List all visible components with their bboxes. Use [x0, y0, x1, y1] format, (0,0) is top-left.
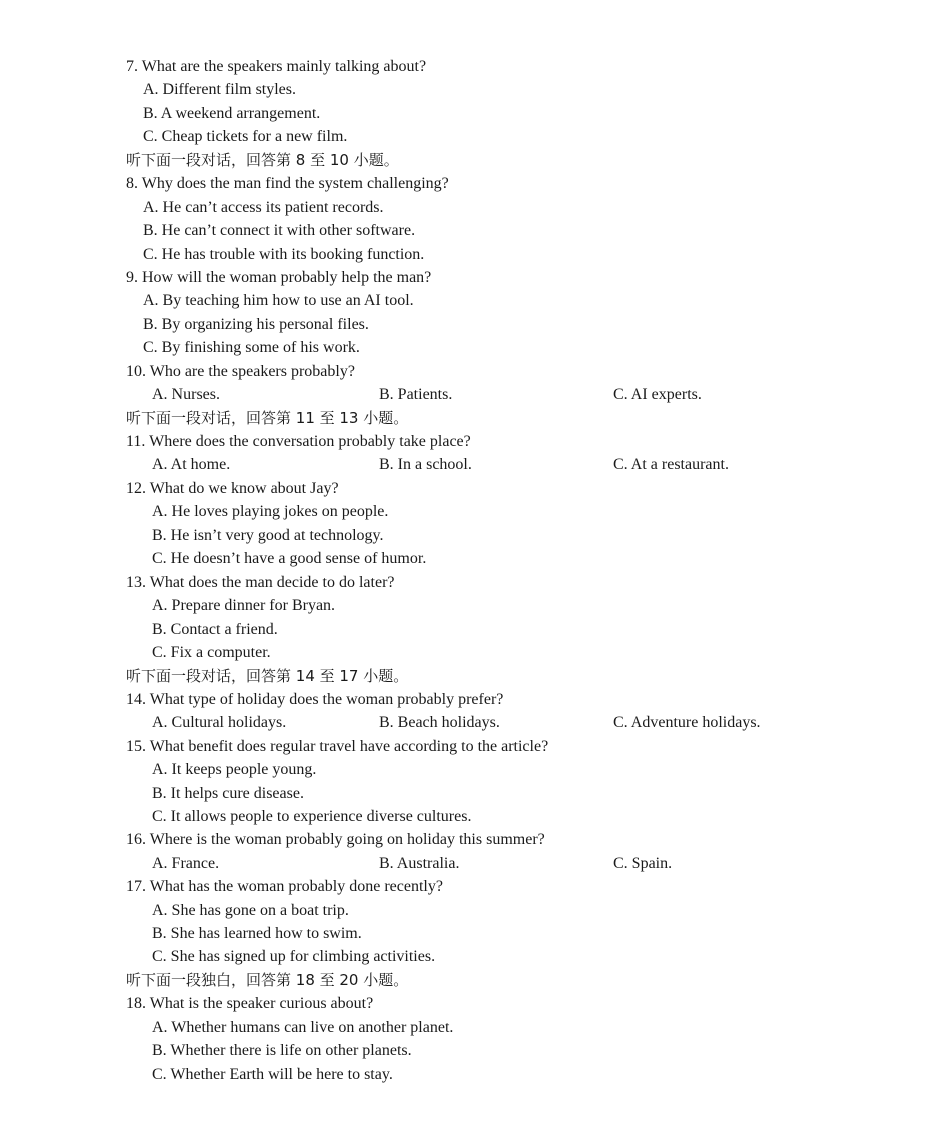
- question-18-stem: 18. What is the speaker curious about?: [126, 995, 374, 1012]
- question-13-option-a: A. Prepare dinner for Bryan.: [152, 597, 336, 614]
- question-15-option-c: C. It allows people to experience diverse cultures.: [152, 808, 472, 825]
- question-16-option-c: C. Spain.: [613, 855, 673, 872]
- question-17-option-c: C. She has signed up for climbing activities.: [152, 948, 436, 965]
- question-9-option-a: A. By teaching him how to use an AI tool.: [143, 292, 414, 309]
- question-11-option-b: B. In a school.: [379, 456, 472, 473]
- question-13-option-c: C. Fix a computer.: [152, 644, 271, 661]
- question-14-stem: 14. What type of holiday does the woman probably prefer?: [126, 691, 504, 708]
- question-12-option-a: A. He loves playing jokes on people.: [152, 503, 389, 520]
- question-7-option-a: A. Different film styles.: [143, 81, 297, 98]
- question-12-option-c: C. He doesn’t have a good sense of humor.: [152, 550, 427, 567]
- question-17-option-b: B. She has learned how to swim.: [152, 925, 362, 942]
- question-11-stem: 11. Where does the conversation probably take place?: [126, 433, 471, 450]
- question-13-option-b: B. Contact a friend.: [152, 621, 278, 638]
- question-18-option-a: A. Whether humans can live on another planet.: [152, 1019, 454, 1036]
- question-10-stem: 10. Who are the speakers probably?: [126, 363, 355, 380]
- question-7-option-b: B. A weekend arrangement.: [143, 105, 321, 122]
- question-8-option-b: B. He can’t connect it with other software.: [143, 222, 416, 239]
- question-13-stem: 13. What does the man decide to do later?: [126, 574, 395, 591]
- question-7-stem: 7. What are the speakers mainly talking about?: [126, 58, 427, 75]
- question-17-stem: 17. What has the woman probably done recently?: [126, 878, 443, 895]
- question-11-option-a: A. At home.: [152, 456, 231, 473]
- question-14-option-b: B. Beach holidays.: [379, 714, 500, 731]
- question-14-option-c: C. Adventure holidays.: [613, 714, 761, 731]
- section-instruction-8-10: 听下面一段对话，回答第 8 至 10 小题。: [126, 151, 399, 169]
- question-10-option-a: A. Nurses.: [152, 386, 220, 403]
- question-12-stem: 12. What do we know about Jay?: [126, 480, 339, 497]
- question-7-option-c: C. Cheap tickets for a new film.: [143, 128, 348, 145]
- section-instruction-14-17: 听下面一段对话，回答第 14 至 17 小题。: [126, 667, 409, 685]
- question-9-option-b: B. By organizing his personal files.: [143, 316, 369, 333]
- question-16-option-a: A. France.: [152, 855, 220, 872]
- section-instruction-11-13: 听下面一段对话，回答第 11 至 13 小题。: [126, 409, 409, 427]
- question-18-option-b: B. Whether there is life on other planets.: [152, 1042, 412, 1059]
- question-9-stem: 9. How will the woman probably help the man?: [126, 269, 432, 286]
- question-12-option-b: B. He isn’t very good at technology.: [152, 527, 384, 544]
- question-8-option-c: C. He has trouble with its booking function.: [143, 246, 425, 263]
- question-15-option-a: A. It keeps people young.: [152, 761, 317, 778]
- question-11-option-c: C. At a restaurant.: [613, 456, 729, 473]
- question-8-stem: 8. Why does the man find the system challenging?: [126, 175, 449, 192]
- question-16-option-b: B. Australia.: [379, 855, 460, 872]
- question-17-option-a: A. She has gone on a boat trip.: [152, 902, 349, 919]
- question-15-option-b: B. It helps cure disease.: [152, 785, 304, 802]
- question-18-option-c: C. Whether Earth will be here to stay.: [152, 1066, 393, 1083]
- question-9-option-c: C. By finishing some of his work.: [143, 339, 360, 356]
- question-10-option-b: B. Patients.: [379, 386, 453, 403]
- question-8-option-a: A. He can’t access its patient records.: [143, 199, 384, 216]
- question-14-option-a: A. Cultural holidays.: [152, 714, 287, 731]
- question-15-stem: 15. What benefit does regular travel have according to the article?: [126, 738, 549, 755]
- question-16-stem: 16. Where is the woman probably going on holiday this summer?: [126, 831, 545, 848]
- question-10-option-c: C. AI experts.: [613, 386, 702, 403]
- section-instruction-18-20: 听下面一段独白，回答第 18 至 20 小题。: [126, 971, 409, 989]
